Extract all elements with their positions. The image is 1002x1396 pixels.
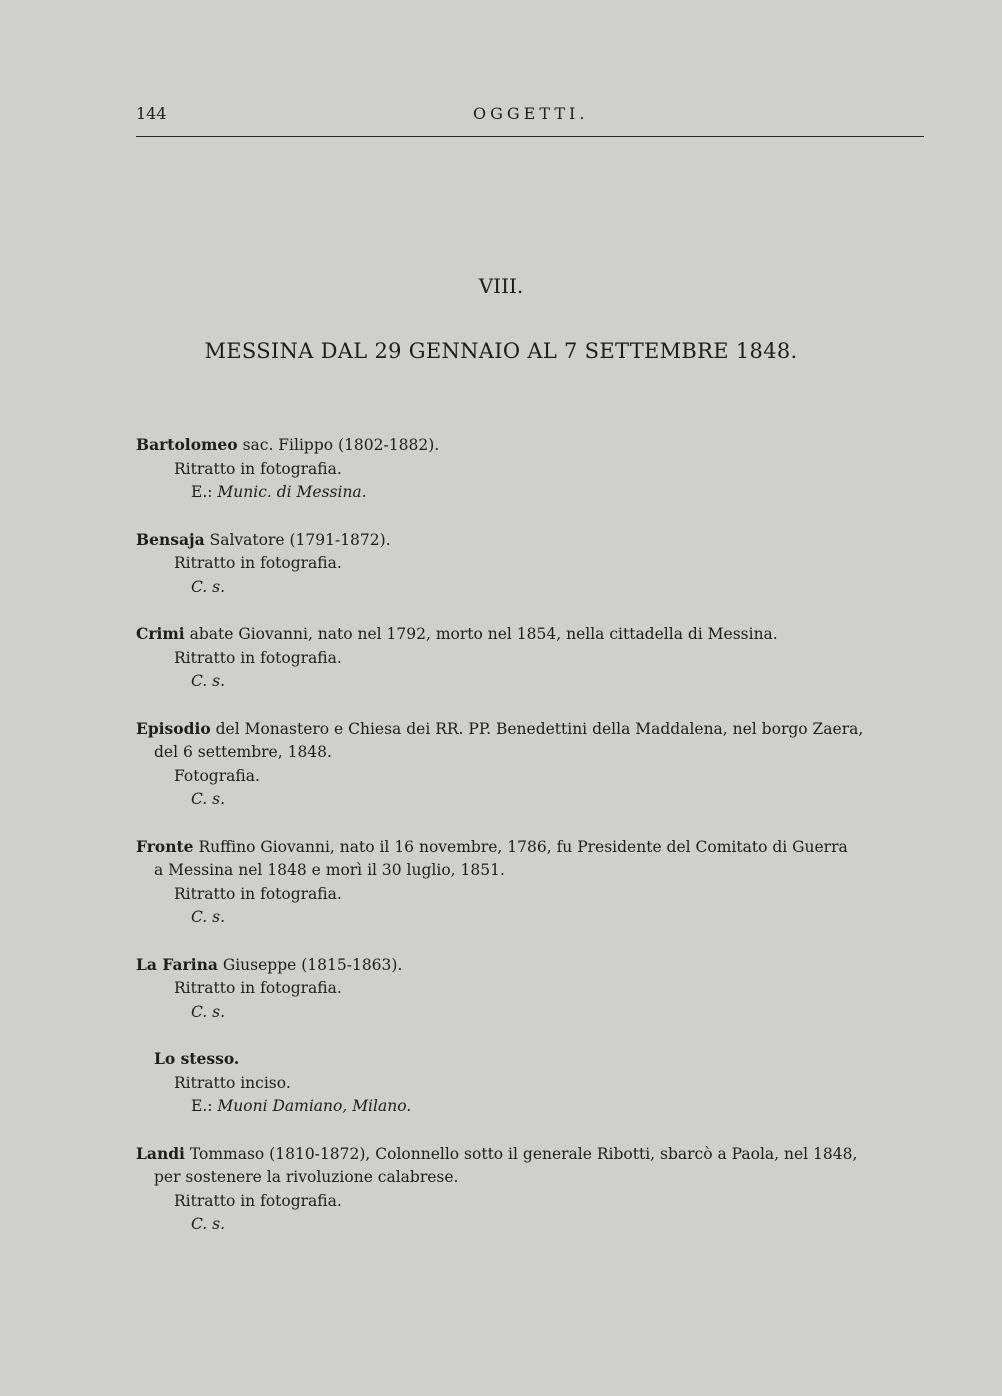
section-title: MESSINA DAL 29 GENNAIO AL 7 SETTEMBRE 1848. bbox=[204, 339, 798, 363]
header-rule bbox=[136, 136, 924, 137]
entry-text: abate Giovanni, nato nel 1792, morto nel 1854, nella cittadella di Messina. bbox=[184, 625, 778, 643]
section-number: VIII. bbox=[478, 274, 524, 298]
entry-source-text: C. s. bbox=[191, 672, 226, 690]
entry-landi bbox=[136, 1142, 928, 1237]
entry-source-text: Muoni Damiano, Milano. bbox=[217, 1097, 412, 1115]
entry-bensaja bbox=[136, 528, 928, 600]
entry-description: Fotografia. bbox=[174, 766, 260, 785]
running-head: OGGETTI. bbox=[473, 104, 589, 123]
entry-fronte bbox=[136, 835, 928, 930]
entry-text: Giuseppe (1815-1863). bbox=[217, 955, 403, 974]
entry-description: Ritratto in fotografia. bbox=[174, 459, 342, 478]
entry-name: Episodio bbox=[136, 718, 211, 738]
entry-description: Ritratto in fotografia. bbox=[174, 648, 342, 667]
entry-crimi bbox=[136, 622, 928, 694]
entry-source-text: C. s. bbox=[191, 790, 226, 808]
entry-heading bbox=[136, 433, 928, 458]
page-header bbox=[136, 104, 924, 128]
entry-continuation: del 6 settembre, 1848. bbox=[154, 743, 332, 761]
entry-heading bbox=[136, 1047, 928, 1072]
entry-source bbox=[136, 906, 928, 930]
entry-list bbox=[136, 433, 928, 1260]
entry-name: Bensaja bbox=[136, 529, 205, 549]
entry-source bbox=[136, 481, 928, 505]
entry-name: La Farina bbox=[136, 954, 218, 974]
entry-source-text: C. s. bbox=[191, 908, 226, 926]
entry-heading bbox=[136, 1142, 928, 1167]
entry-source-prefix: E.: bbox=[191, 1097, 218, 1115]
entry-text: sac. Filippo (1802-1882). bbox=[237, 436, 440, 454]
entry-source bbox=[136, 576, 928, 600]
entry-source-text: C. s. bbox=[191, 1002, 226, 1021]
entry-description: Ritratto in fotografia. bbox=[174, 979, 342, 997]
entry-heading bbox=[136, 622, 928, 647]
entry-source-prefix: E.: bbox=[191, 483, 218, 501]
entry-description: Ritratto in fotografia. bbox=[174, 1191, 342, 1210]
entry-heading bbox=[136, 835, 928, 860]
entry-description: Ritratto in fotografia. bbox=[174, 554, 342, 572]
entry-source bbox=[136, 1095, 928, 1119]
entry-name: Bartolomeo bbox=[136, 435, 238, 454]
entry-source-text: C. s. bbox=[191, 1215, 226, 1233]
page-number: 144 bbox=[136, 104, 167, 123]
entry-text: Tommaso (1810-1872), Colonnello sotto il generale Ribotti, sbarcò a Paola, nel 1848, bbox=[184, 1144, 858, 1163]
entry-name: Crimi bbox=[136, 624, 185, 643]
entry-source-text: C. s. bbox=[191, 577, 226, 596]
entry-name: Lo stesso. bbox=[154, 1049, 240, 1068]
entry-heading bbox=[136, 953, 928, 978]
entry-source bbox=[136, 1001, 928, 1025]
entry-la-farina bbox=[136, 953, 928, 1025]
entry-source bbox=[136, 670, 928, 694]
entry-source-text: Munic. di Messina. bbox=[217, 483, 367, 501]
entry-bartolomeo bbox=[136, 433, 928, 505]
entry-name: Landi bbox=[136, 1143, 185, 1163]
entry-text: del Monastero e Chiesa dei RR. PP. Benedettini della Maddalena, nel borgo Zaera, bbox=[210, 719, 864, 738]
entry-name: Fronte bbox=[136, 836, 194, 856]
entry-lo-stesso bbox=[136, 1047, 928, 1119]
entry-heading bbox=[136, 717, 928, 742]
entry-source bbox=[136, 788, 928, 812]
entry-text: Ruffino Giovanni, nato il 16 novembre, 1786, fu Presidente del Comitato di Guerra bbox=[193, 837, 848, 856]
entry-continuation: per sostenere la rivoluzione calabrese. bbox=[154, 1168, 459, 1186]
entry-source bbox=[136, 1213, 928, 1237]
entry-episodio bbox=[136, 717, 928, 812]
entry-text: Salvatore (1791-1872). bbox=[204, 530, 391, 549]
entry-continuation: a Messina nel 1848 e morì il 30 luglio, 1851. bbox=[154, 861, 505, 879]
entry-description: Ritratto in fotografia. bbox=[174, 884, 342, 903]
entry-description: Ritratto inciso. bbox=[174, 1073, 291, 1092]
entry-heading bbox=[136, 528, 928, 553]
